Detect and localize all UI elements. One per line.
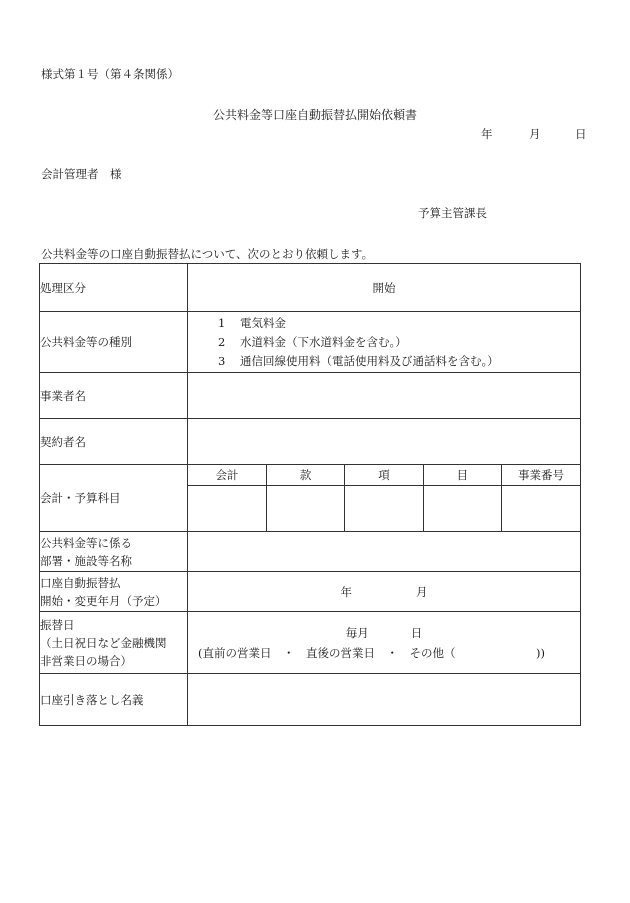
transfer-day-label-line1: 振替日 (40, 617, 75, 632)
project-number-header: 事業番号 (502, 465, 580, 485)
facility-name-field[interactable] (188, 532, 581, 572)
facility-name-label-line2: 部署・施設等名称 (40, 553, 132, 568)
start-change-date-label-line2: 開始・変更年月（予定） (40, 593, 167, 608)
budget-item-label: 会計・予算科目 (40, 465, 188, 532)
business-name-field[interactable] (188, 373, 581, 419)
request-form-table (39, 263, 581, 726)
transfer-day-unit: 日 (410, 625, 423, 640)
contractor-name-label: 契約者名 (40, 419, 188, 465)
facility-name-label-line1: 公共料金等に係る (40, 535, 132, 550)
moku-header: 目 (423, 465, 501, 485)
table-row (40, 312, 581, 373)
table-row (40, 465, 581, 532)
transfer-day-label-line2: （土日祝日など金融機関 (40, 635, 167, 650)
account-holder-label: 口座引き落とし名義 (40, 674, 188, 726)
contractor-name-field[interactable] (188, 419, 581, 465)
table-row (40, 373, 581, 419)
table-row (40, 419, 581, 465)
moku-field[interactable] (423, 485, 501, 531)
kou-header: 項 (345, 465, 423, 485)
list-item-number: 3 (218, 353, 226, 368)
utility-type-label: 公共料金等の種別 (40, 312, 188, 373)
table-row (40, 264, 581, 312)
monthly-label: 毎月 (345, 625, 369, 640)
table-row (40, 612, 581, 674)
kan-header: 款 (266, 465, 344, 485)
table-row (40, 572, 581, 612)
document-title: 公共料金等口座自動振替払開始依頼書 (212, 108, 417, 122)
list-item-text: 電気料金 (240, 315, 286, 330)
start-month-label: 月 (416, 584, 428, 599)
list-item (188, 333, 580, 352)
list-item-text: 水道料金（下水道料金を含む。） (240, 334, 407, 349)
account-field[interactable] (188, 485, 266, 531)
start-change-date-field[interactable] (188, 572, 581, 612)
account-header: 会計 (188, 465, 266, 485)
date-day-label: 日 (575, 127, 587, 141)
start-change-date-label-line1: 口座自動振替払 (40, 575, 121, 590)
kou-field[interactable] (345, 485, 423, 531)
list-item (188, 314, 580, 333)
list-item (188, 352, 580, 371)
processing-type-label: 処理区分 (40, 264, 188, 312)
start-change-date-label (40, 572, 188, 612)
date-month-label: 月 (529, 127, 541, 141)
processing-type-value: 開始 (188, 264, 581, 312)
project-number-field[interactable] (502, 485, 580, 531)
list-item-text: 通信回線使用料（電話使用料及び通話料を含む。） (240, 353, 499, 368)
business-name-label: 事業者名 (40, 373, 188, 419)
budget-subtable (188, 465, 580, 531)
addressee: 会計管理者 様 (41, 167, 122, 181)
sender: 予算主管課長 (418, 206, 487, 220)
intro-text: 公共料金等の口座自動振替払について、次のとおり依頼します。 (41, 247, 374, 261)
transfer-day-label-line3: 非営業日の場合） (40, 653, 132, 668)
non-business-day-options: (直前の営業日 ・ 直後の営業日 ・ その他（ )) (198, 645, 545, 660)
form-number: 様式第１号（第４条関係） (41, 67, 179, 81)
date-year-label: 年 (481, 127, 493, 141)
table-row (40, 674, 581, 726)
account-holder-field[interactable] (188, 674, 581, 726)
transfer-day-label (40, 612, 188, 674)
table-row (40, 532, 581, 572)
utility-type-list (188, 312, 581, 373)
list-item-number: 2 (218, 334, 226, 349)
kan-field[interactable] (266, 485, 344, 531)
list-item-number: 1 (218, 315, 226, 330)
budget-item-cell (188, 465, 581, 532)
start-year-label: 年 (340, 584, 352, 599)
transfer-day-field[interactable] (188, 612, 581, 674)
facility-name-label (40, 532, 188, 572)
